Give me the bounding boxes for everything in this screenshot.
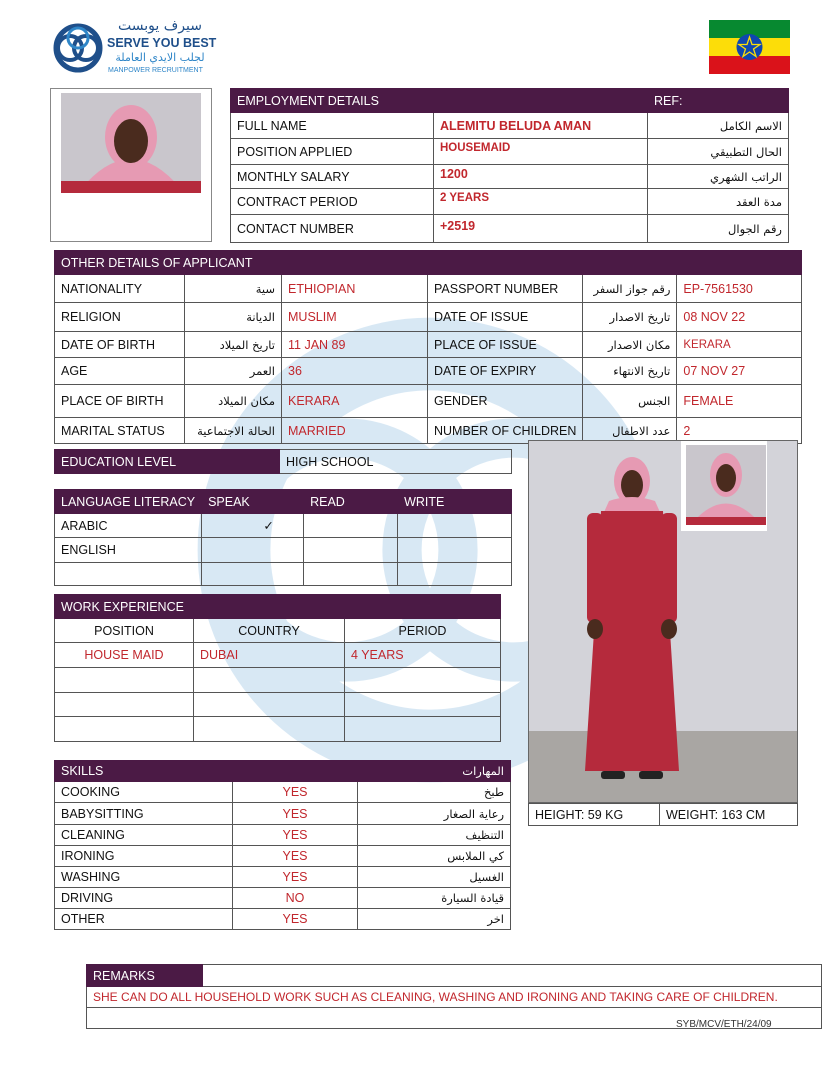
speak-check: ✓	[202, 514, 304, 538]
read-check	[304, 538, 398, 563]
speak-check	[202, 538, 304, 563]
work-experience-header-fill	[345, 595, 501, 619]
brand-tagline-ar: لجلب الايدي العاملة	[115, 51, 205, 64]
religion-label-ar: الديانة	[185, 303, 282, 332]
language-header: LANGUAGE LITERACY	[55, 490, 202, 514]
work-experience-header: WORK EXPERIENCE	[55, 595, 345, 619]
skill-name: WASHING	[55, 867, 233, 888]
place-of-birth-value: KERARA	[282, 385, 428, 418]
skill-name-ar: كي الملابس	[358, 846, 511, 867]
date-of-expiry-label: DATE OF EXPIRY	[428, 358, 583, 385]
skill-name: OTHER	[55, 909, 233, 930]
write-check	[398, 514, 512, 538]
religion-label: RELIGION	[55, 303, 185, 332]
number-of-children-value: 2	[677, 418, 802, 444]
passport-number-value: EP-7561530	[677, 275, 802, 303]
ethiopia-flag	[709, 20, 790, 74]
work-empty-cell	[345, 668, 501, 693]
skill-name: DRIVING	[55, 888, 233, 909]
full-name-value: ALEMITU BELUDA AMAN	[434, 113, 648, 139]
number-of-children-label-ar: عدد الاطفال	[583, 418, 677, 444]
read-check	[304, 563, 398, 586]
footer-reference: SYB/MCV/ETH/24/09	[676, 1019, 772, 1030]
number-of-children-label: NUMBER OF CHILDREN	[428, 418, 583, 444]
other-details-header-fill	[428, 251, 802, 275]
skills-header: SKILLS	[55, 761, 358, 782]
write-header: WRITE	[398, 490, 512, 514]
speak-check	[202, 563, 304, 586]
skill-value: YES	[233, 867, 358, 888]
skills-header-ar: المهارات	[358, 761, 511, 782]
other-details-header: OTHER DETAILS OF APPLICANT	[55, 251, 428, 275]
skill-value: YES	[233, 909, 358, 930]
height-value: HEIGHT: 59 KG	[529, 804, 660, 826]
work-empty-cell	[55, 693, 194, 717]
skill-value: YES	[233, 782, 358, 803]
work-country: DUBAI	[194, 643, 345, 668]
position-applied-value: HOUSEMAID	[434, 139, 648, 165]
skill-value: YES	[233, 846, 358, 867]
place-of-birth-label: PLACE OF BIRTH	[55, 385, 185, 418]
period-column-header: PERIOD	[345, 619, 501, 643]
weight-value: WEIGHT: 163 CM	[660, 804, 798, 826]
measurements-table	[528, 803, 798, 826]
remarks-header-fill	[203, 965, 822, 987]
marital-status-value: MARRIED	[282, 418, 428, 444]
position-applied-label-ar: الحال التطبيقي	[648, 139, 789, 165]
work-experience-table	[54, 594, 501, 742]
work-empty-cell	[345, 693, 501, 717]
write-check	[398, 563, 512, 586]
skill-name: CLEANING	[55, 825, 233, 846]
employment-header: EMPLOYMENT DETAILS	[231, 89, 648, 113]
work-period: 4 YEARS	[345, 643, 501, 668]
gender-value: FEMALE	[677, 385, 802, 418]
work-position: HOUSE MAID	[55, 643, 194, 668]
brand-name-en: SERVE YOU BEST	[107, 36, 217, 50]
contact-number-value: +2519	[434, 215, 648, 243]
ref-label: REF:	[648, 89, 789, 113]
work-empty-cell	[55, 668, 194, 693]
logo-knot-icon	[52, 20, 104, 76]
skill-value: NO	[233, 888, 358, 909]
skill-name-ar: طبخ	[358, 782, 511, 803]
nationality-value: ETHIOPIAN	[282, 275, 428, 303]
date-of-issue-value: 08 NOV 22	[677, 303, 802, 332]
date-of-birth-value: 11 JAN 89	[282, 332, 428, 358]
language-name: ARABIC	[55, 514, 202, 538]
monthly-salary-value: 1200	[434, 165, 648, 189]
skill-value: YES	[233, 803, 358, 825]
passport-number-label: PASSPORT NUMBER	[428, 275, 583, 303]
speak-header: SPEAK	[202, 490, 304, 514]
age-label-ar: العمر	[185, 358, 282, 385]
work-empty-cell	[345, 717, 501, 742]
date-of-issue-label: DATE OF ISSUE	[428, 303, 583, 332]
education-table	[54, 449, 512, 474]
work-empty-cell	[55, 717, 194, 742]
skill-name-ar: قيادة السيارة	[358, 888, 511, 909]
marital-status-label: MARITAL STATUS	[55, 418, 185, 444]
contract-period-label-ar: مدة العقد	[648, 189, 789, 215]
position-applied-label: POSITION APPLIED	[231, 139, 434, 165]
nationality-label-ar: سية	[185, 275, 282, 303]
skill-name-ar: التنظيف	[358, 825, 511, 846]
education-value: HIGH SCHOOL	[280, 450, 512, 474]
date-of-issue-label-ar: تاريخ الاصدار	[583, 303, 677, 332]
language-table	[54, 489, 512, 586]
employment-details-table	[230, 88, 789, 243]
contact-number-label: CONTACT NUMBER	[231, 215, 434, 243]
company-logo	[52, 18, 222, 80]
remarks-header: REMARKS	[87, 965, 203, 987]
skill-name: BABYSITTING	[55, 803, 233, 825]
work-empty-cell	[194, 668, 345, 693]
language-name: ENGLISH	[55, 538, 202, 563]
gender-label: GENDER	[428, 385, 583, 418]
country-column-header: COUNTRY	[194, 619, 345, 643]
age-label: AGE	[55, 358, 185, 385]
contact-number-label-ar: رقم الجوال	[648, 215, 789, 243]
place-of-birth-label-ar: مكان الميلاد	[185, 385, 282, 418]
place-of-issue-label: PLACE OF ISSUE	[428, 332, 583, 358]
skill-name-ar: رعاية الصغار	[358, 803, 511, 825]
work-empty-cell	[194, 693, 345, 717]
position-column-header: POSITION	[55, 619, 194, 643]
read-check	[304, 514, 398, 538]
monthly-salary-label: MONTHLY SALARY	[231, 165, 434, 189]
place-of-issue-value: KERARA	[677, 332, 802, 358]
contract-period-label: CONTRACT PERIOD	[231, 189, 434, 215]
date-of-expiry-value: 07 NOV 27	[677, 358, 802, 385]
brand-tagline-en: MANPOWER RECRUITMENT	[108, 67, 203, 74]
date-of-expiry-label-ar: تاريخ الانتهاء	[583, 358, 677, 385]
date-of-birth-label: DATE OF BIRTH	[55, 332, 185, 358]
passport-number-label-ar: رقم جواز السفر	[583, 275, 677, 303]
gender-label-ar: الجنس	[583, 385, 677, 418]
work-empty-cell	[194, 717, 345, 742]
write-check	[398, 538, 512, 563]
skills-table	[54, 760, 511, 930]
place-of-issue-label-ar: مكان الاصدار	[583, 332, 677, 358]
brand-name-ar: سيرف يوبست	[118, 18, 202, 34]
read-header: READ	[304, 490, 398, 514]
skill-name-ar: الغسيل	[358, 867, 511, 888]
age-value: 36	[282, 358, 428, 385]
nationality-label: NATIONALITY	[55, 275, 185, 303]
remarks-text: SHE CAN DO ALL HOUSEHOLD WORK SUCH AS CLEANING, WASHING AND IRONING AND TAKING CARE OF CHILDREN.	[87, 987, 822, 1008]
skill-name: IRONING	[55, 846, 233, 867]
contract-period-value: 2 YEARS	[434, 189, 648, 215]
skill-value: YES	[233, 825, 358, 846]
skill-name: COOKING	[55, 782, 233, 803]
date-of-birth-label-ar: تاريخ الميلاد	[185, 332, 282, 358]
education-label: EDUCATION LEVEL	[55, 450, 280, 474]
full-name-label-ar: الاسم الكامل	[648, 113, 789, 139]
other-details-table	[54, 250, 802, 444]
religion-value: MUSLIM	[282, 303, 428, 332]
skill-name-ar: اخر	[358, 909, 511, 930]
marital-status-label-ar: الحالة الاجتماعية	[185, 418, 282, 444]
applicant-headshot	[50, 88, 212, 242]
applicant-full-body-photo	[528, 440, 798, 803]
monthly-salary-label-ar: الراتب الشهري	[648, 165, 789, 189]
full-name-label: FULL NAME	[231, 113, 434, 139]
language-name	[55, 563, 202, 586]
